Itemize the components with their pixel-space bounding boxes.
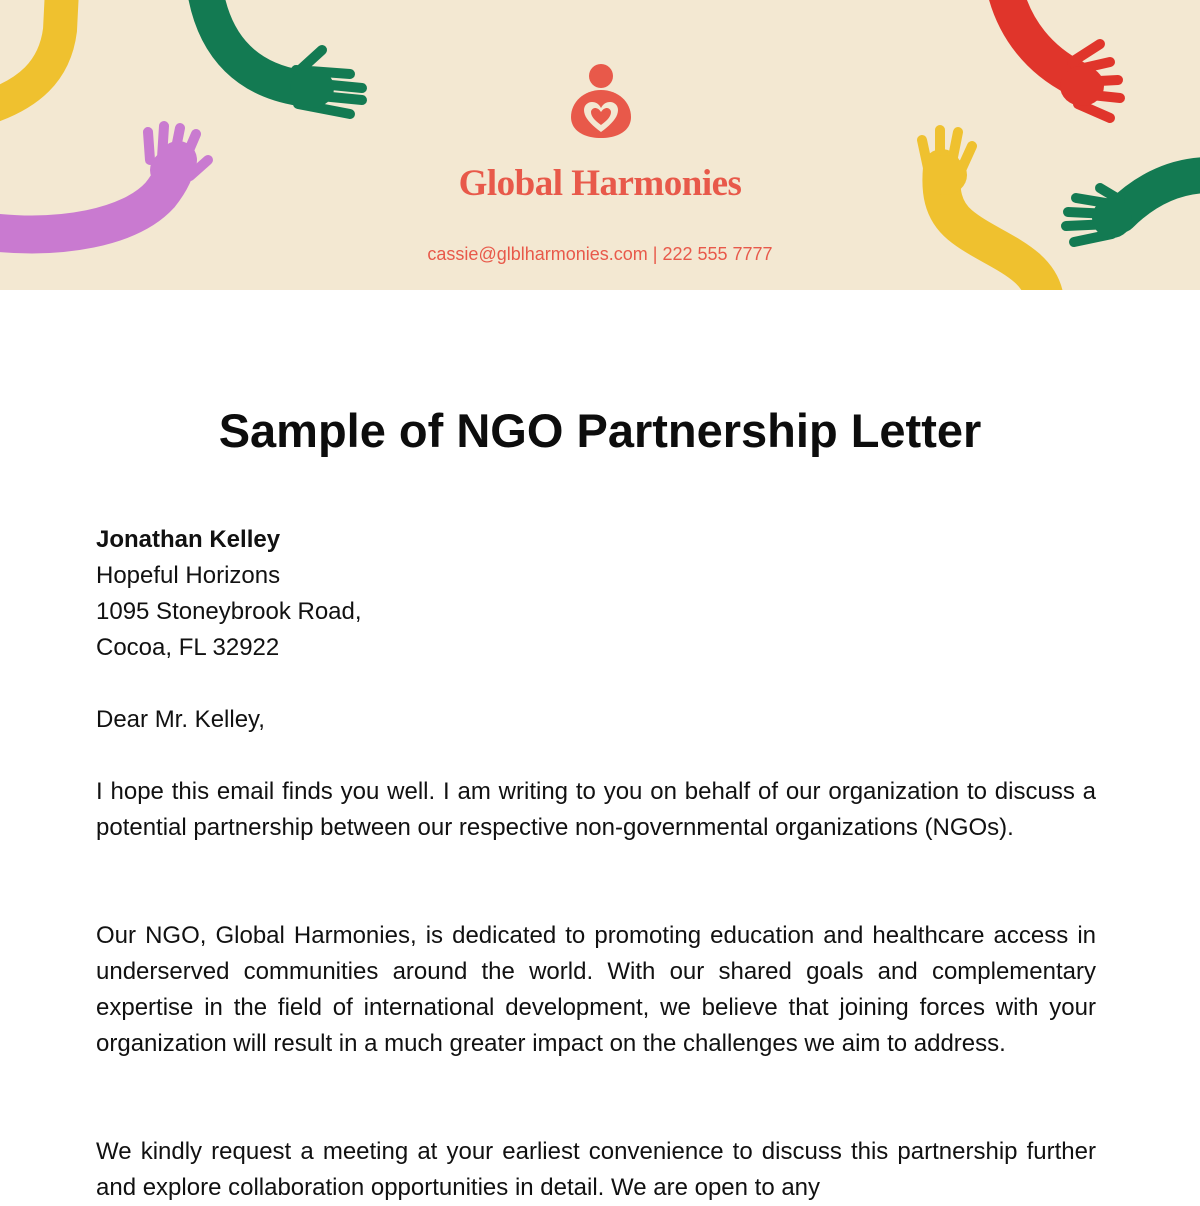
body-paragraph-1: I hope this email finds you well. I am writing to you on behalf of our organization to discuss a potential partnership between our respective non-governmental organizations (NGOs).: [96, 778, 1096, 841]
contact-line[interactable]: cassie@glblharmonies.com | 222 555 7777: [427, 244, 773, 264]
salutation: Dear Mr. Kelley,: [96, 706, 265, 733]
heart-person-icon: [566, 64, 636, 140]
body-paragraph-3: We kindly request a meeting at your earliest convenience to discuss this partnership further and explore collaboration opportunities in detail. We are open to any: [96, 1138, 1096, 1201]
body-paragraph-2: Our NGO, Global Harmonies, is dedicated to promoting education and healthcare access in underserved communities around the world. With our shared goals and complementary expertise in the field of international development, we believe that joining forces with your organization will result in a much greater impact on the challenges we aim to address.: [96, 922, 1096, 1057]
red-arm-right-icon: [1005, 0, 1120, 118]
letterhead: [0, 0, 1200, 290]
recipient-name: Jonathan Kelley: [96, 526, 281, 553]
recipient-street: 1095 Stoneybrook Road,: [96, 598, 362, 625]
page-title: Sample of NGO Partnership Letter: [218, 404, 982, 457]
yellow-arm-left-icon: [0, 0, 62, 110]
recipient-address: [96, 522, 362, 666]
green-arm-top-icon: [205, 0, 362, 114]
yellow-arm-right-icon: [922, 130, 1045, 290]
brand-name: Global Harmonies: [458, 163, 742, 204]
recipient-organization: Hopeful Horizons: [96, 562, 281, 589]
recipient-city: Cocoa, FL 32922: [96, 634, 280, 661]
